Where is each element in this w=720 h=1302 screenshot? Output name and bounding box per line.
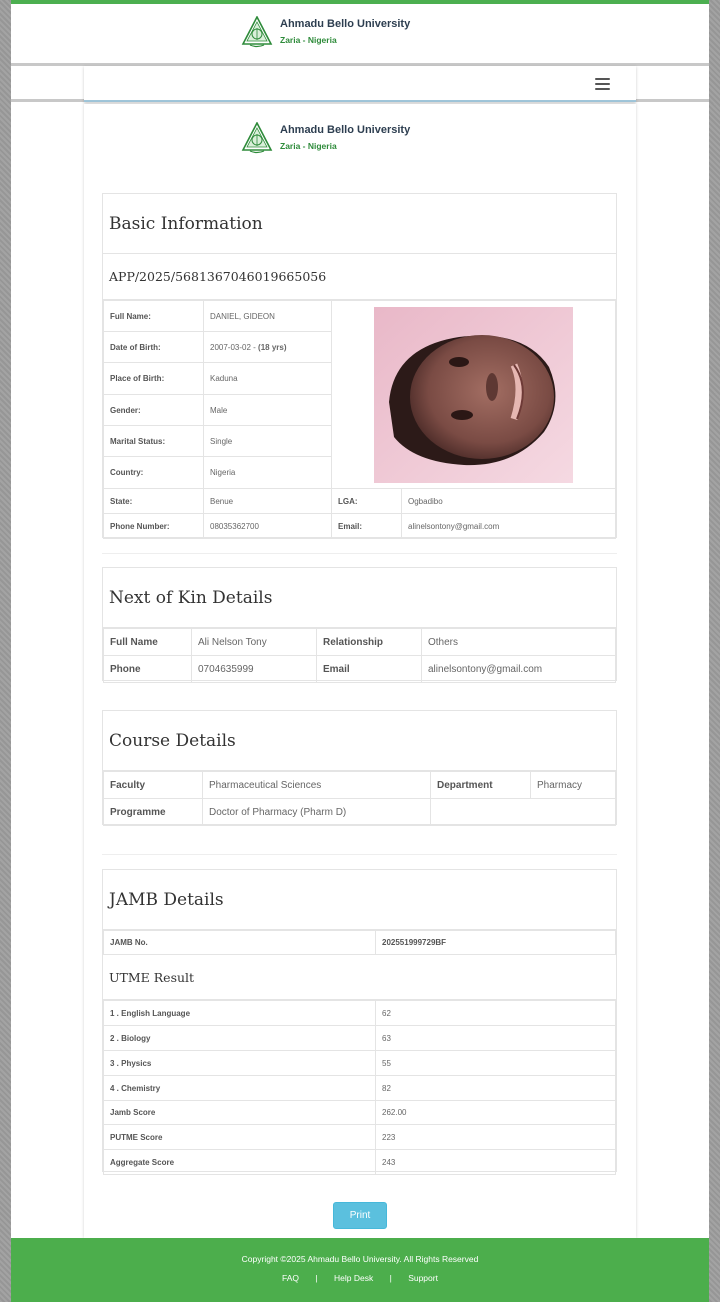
faculty-label: Faculty xyxy=(104,772,203,799)
divider xyxy=(102,553,617,554)
age-value: (18 yrs) xyxy=(258,342,287,352)
header-brand[interactable] xyxy=(241,16,410,48)
putme-score-label: PUTME Score xyxy=(104,1125,376,1150)
dob-label: Date of Birth: xyxy=(104,332,204,363)
jamb-no-label: JAMB No. xyxy=(104,931,376,955)
panel-title: Next of Kin Details xyxy=(103,568,616,628)
photo-cell xyxy=(332,301,616,489)
subject-score: 82 xyxy=(376,1076,616,1101)
applicant-photo xyxy=(374,307,573,483)
jamb-score-value: 262.00 xyxy=(376,1101,616,1125)
help-desk-link[interactable]: Help Desk xyxy=(334,1273,374,1283)
nok-email-value: alinelsontony@gmail.com xyxy=(422,656,616,683)
panel-title: JAMB Details xyxy=(103,870,616,930)
panel-title: Basic Information xyxy=(103,194,616,254)
next-of-kin-panel xyxy=(102,567,617,681)
dob-value: 2007-03-02 - (18 yrs) xyxy=(204,332,332,363)
country-value: Nigeria xyxy=(204,457,332,489)
navbar xyxy=(84,66,636,102)
university-location: Zaria - Nigeria xyxy=(280,141,337,151)
programme-value: Doctor of Pharmacy (Pharm D) xyxy=(203,799,431,826)
email-value: alinelsontony@gmail.com xyxy=(402,514,616,539)
faq-link[interactable]: FAQ xyxy=(282,1273,300,1283)
panel-title: Course Details xyxy=(103,711,616,771)
putme-score-value: 223 xyxy=(376,1125,616,1150)
jamb-number-table xyxy=(103,930,616,955)
subject-label: 2 . Biology xyxy=(104,1026,376,1051)
state-value: Benue xyxy=(204,489,332,514)
university-name: Ahmadu Bello University xyxy=(280,124,411,136)
marital-status-label: Marital Status: xyxy=(104,426,204,457)
utme-result-table xyxy=(103,1000,616,1175)
country-label: Country: xyxy=(104,457,204,489)
faculty-value: Pharmaceutical Sciences xyxy=(203,772,431,799)
subject-label: 4 . Chemistry xyxy=(104,1076,376,1101)
pob-label: Place of Birth: xyxy=(104,363,204,395)
department-label: Department xyxy=(431,772,531,799)
gender-label: Gender: xyxy=(104,395,204,426)
full-name-value: DANIEL, GIDEON xyxy=(204,301,332,332)
support-link[interactable]: Support xyxy=(408,1273,438,1283)
university-location: Zaria - Nigeria xyxy=(280,35,337,45)
jamb-score-label: Jamb Score xyxy=(104,1101,376,1125)
nok-phone-value: 0704635999 xyxy=(192,656,317,683)
university-logo-icon xyxy=(241,16,273,48)
subject-label: 3 . Physics xyxy=(104,1051,376,1076)
course-details-table xyxy=(103,771,616,826)
page xyxy=(11,0,709,1302)
footer xyxy=(11,1238,709,1302)
copyright-text: Copyright ©2025 Ahmadu Bello University. All Rights Reserved xyxy=(241,1254,479,1264)
subject-score: 63 xyxy=(376,1026,616,1051)
basic-information-table xyxy=(103,300,616,539)
programme-label: Programme xyxy=(104,799,203,826)
nok-relationship-value: Others xyxy=(422,629,616,656)
utme-result-title: UTME Result xyxy=(103,955,616,1000)
nok-relationship-label: Relationship xyxy=(317,629,422,656)
main-content xyxy=(84,104,636,1238)
hamburger-menu-icon[interactable] xyxy=(595,78,610,90)
aggregate-score-value: 243 xyxy=(376,1150,616,1175)
divider xyxy=(102,854,617,855)
top-header xyxy=(11,0,709,66)
nok-full-name-value: Ali Nelson Tony xyxy=(192,629,317,656)
pob-value: Kaduna xyxy=(204,363,332,395)
nok-full-name-label: Full Name xyxy=(104,629,192,656)
lga-value: Ogbadibo xyxy=(402,489,616,514)
basic-information-panel xyxy=(102,193,617,538)
next-of-kin-table xyxy=(103,628,616,683)
subject-label: 1 . English Language xyxy=(104,1001,376,1026)
print-button[interactable]: Print xyxy=(333,1202,387,1229)
jamb-details-panel xyxy=(102,869,617,1172)
aggregate-score-label: Aggregate Score xyxy=(104,1150,376,1175)
phone-label: Phone Number: xyxy=(104,514,204,539)
marital-status-value: Single xyxy=(204,426,332,457)
full-name-label: Full Name: xyxy=(104,301,204,332)
lga-label: LGA: xyxy=(332,489,402,514)
course-details-panel xyxy=(102,710,617,825)
content-brand xyxy=(241,122,410,154)
nok-phone-label: Phone xyxy=(104,656,192,683)
university-name: Ahmadu Bello University xyxy=(280,18,411,30)
gender-value: Male xyxy=(204,395,332,426)
link-separator: | xyxy=(389,1273,392,1283)
state-label: State: xyxy=(104,489,204,514)
navbar-band xyxy=(11,66,709,102)
footer-links xyxy=(11,1273,709,1283)
jamb-no-value: 202551999729BF xyxy=(376,931,616,955)
nok-email-label: Email xyxy=(317,656,422,683)
email-label: Email: xyxy=(332,514,402,539)
phone-value: 08035362700 xyxy=(204,514,332,539)
application-number: APP/2025/5681367046019665056 xyxy=(103,254,616,300)
university-logo-icon xyxy=(241,122,273,154)
subject-score: 62 xyxy=(376,1001,616,1026)
link-separator: | xyxy=(315,1273,318,1283)
department-value: Pharmacy xyxy=(531,772,616,799)
subject-score: 55 xyxy=(376,1051,616,1076)
